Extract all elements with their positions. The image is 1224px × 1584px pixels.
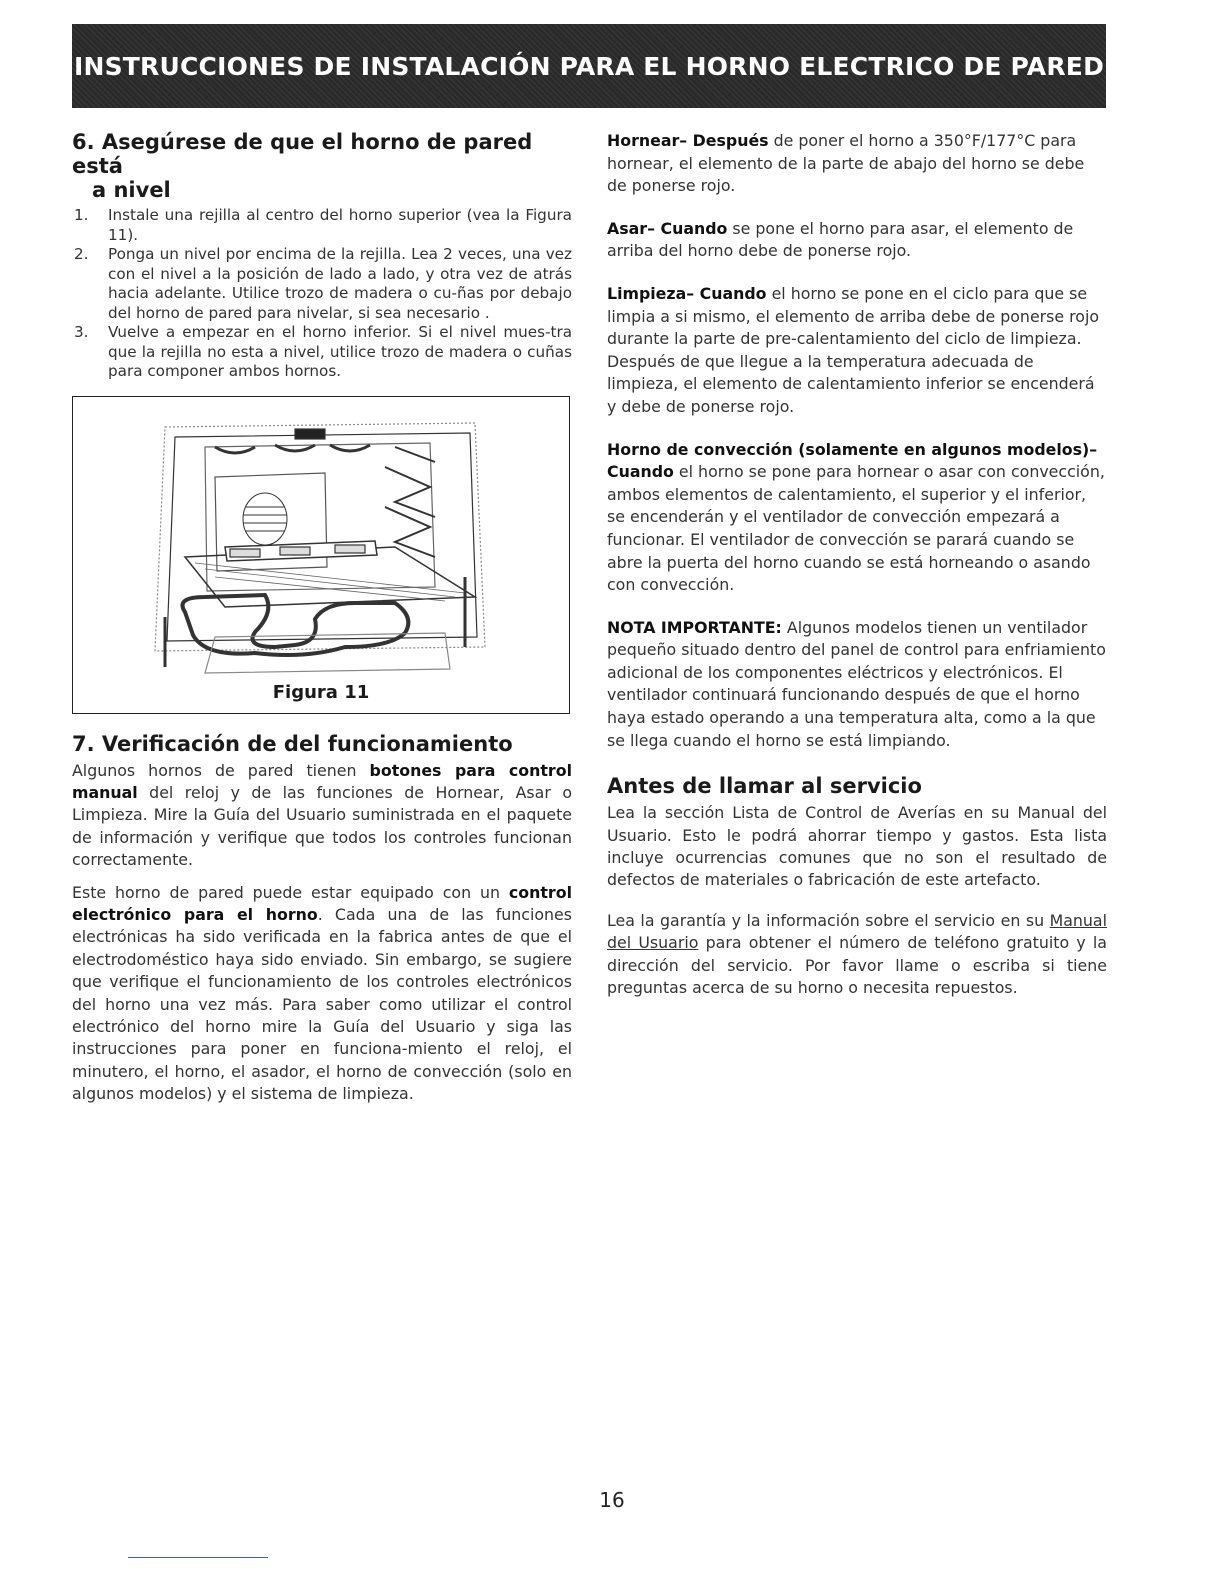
step-number: 1. [74, 206, 89, 224]
manual-usuario-text: Manual del Usuario [607, 910, 1107, 953]
bold-text: Hornear– Después [607, 131, 769, 150]
text-segment: Este horno de pared puede estar equipado con un [72, 882, 509, 902]
step-text: Ponga un nivel por encima de la rejilla. Lea 2 veces, una vez con el nivel a la posición de lado a lado, y otra vez de atrás hacia adelante. Utilice trozo de madera o cu-ñas por debajo del horno de pared para nivelar, si sea necesario . [108, 245, 572, 322]
section-6-title-line2: a nivel [92, 178, 171, 202]
limpieza-paragraph [607, 283, 1107, 419]
text-segment: Algunos modelos tienen un ventilador pequeño situado dentro del panel de control para enfriamiento adicional de los componentes eléctricos y electrónicos. El ventilador continuará funcionando después de que el horno haya estado operando a una temperatura alta, como a la que se llega cuando el horno se está limpiando. [607, 617, 1106, 750]
bold-text: Limpieza– Cuando [607, 283, 767, 303]
right-column [607, 130, 1107, 1000]
conveccion-paragraph [607, 439, 1107, 597]
bold-text: botones para control manual [72, 760, 572, 802]
bold-text: NOTA IMPORTANTE: [607, 617, 782, 637]
step-number: 3. [74, 323, 89, 341]
bold-text: Asar– Cuando [607, 218, 728, 238]
oven-illustration [145, 407, 495, 677]
list-item [72, 245, 572, 323]
section-6-title-line1: 6. Asegúrese de que el horno de pared está [72, 130, 533, 178]
header-banner [72, 24, 1106, 108]
hornear-paragraph [607, 130, 1107, 198]
antes-heading: Antes de llamar al servicio [607, 774, 922, 799]
step-text: Vuelve a empezar en el horno inferior. Si el nivel mues-tra que la rejilla no esta a nivel, utilice trozo de madera o cuñas para componer ambos hornos. [108, 323, 572, 380]
antes-paragraph-2 [607, 910, 1107, 1000]
text-segment: se pone el horno para asar, el elemento de arriba del horno debe de ponerse rojo. [607, 218, 1074, 261]
list-item [72, 323, 572, 382]
figure-11 [72, 396, 570, 714]
section-7-paragraph-2 [72, 882, 572, 1106]
antes-paragraph-1: Lea la sección Lista de Control de Averías en su Manual del Usuario. Esto le podrá ahorrar tiempo y gastos. Esta lista incluye ocurrencias comunes que no son el resultado de defectos de materiales o fabricación de este artefacto. [607, 803, 1107, 890]
text-segment: Lea la garantía y la información sobre el servicio en su [607, 910, 1050, 930]
text-segment: de poner el horno a 350°F/177°C para hornear, el elemento de la parte de abajo del horno se debe de ponerse rojo. [607, 131, 1085, 196]
section-6-heading [72, 130, 572, 202]
bold-text: Horno de convección (solamente en algunos modelos)– Cuando [607, 439, 1098, 482]
left-column [72, 130, 572, 1106]
bold-text: control electrónico para el horno [72, 882, 572, 924]
section-7-paragraph-1 [72, 760, 572, 872]
list-item [72, 206, 572, 245]
text-segment: del reloj y de las funciones de Hornear, Asar o Limpieza. Mire la Guía del Usuario suministrada en el paquete de información y verifique que todos los controles funcionan correctamente. [72, 782, 572, 870]
nota-importante-paragraph [607, 617, 1107, 753]
leveling-steps [72, 206, 572, 382]
figure-caption: Figura 11 [272, 681, 370, 703]
step-number: 2. [74, 245, 89, 263]
text-segment: para obtener el número de teléfono gratuito y la dirección del servicio. Por favor llame o escriba si tiene preguntas acerca de su horno o necesita repuestos. [607, 933, 1107, 998]
page-title: INSTRUCCIONES DE INSTALACIÓN PARA EL HORNO ELECTRICO DE PARED [73, 51, 1105, 81]
section-7-heading: 7. Verificación de del funcionamiento [72, 731, 513, 756]
text-segment: el horno se pone en el ciclo para que se limpia a si mismo, el elemento de arriba debe de ponerse rojo durante la parte de pre-calentamiento del ciclo de limpieza. Después de que llegue a la temperatura adecuada de limpieza, el elemento de calentamiento inferior se encenderá y debe de ponerse rojo. [607, 283, 1099, 416]
asar-paragraph [607, 218, 1107, 263]
text-segment: el horno se pone para hornear o asar con convección, ambos elementos de calentamiento, el superior y el inferior, se encenderán y el ventilador de convección empezará a funcionar. El ventilador de convección se parará cuando se abre la puerta del horno cuando se está horneando o asando con convección. [607, 462, 1105, 595]
text-segment: . Cada una de las funciones electrónicas ha sido verificada en la fabrica antes de que el electrodoméstico haya sido enviado. Sin embargo, se sugiere que verifique el funcionamiento de los controles electrónicos del horno una vez más. Para saber como utilizar el control electrónico del horno mire la Guía del Usuario y siga las instrucciones para poner en funciona-miento el reloj, el minutero, el horno, el asador, el horno de convección (solo en algunos modelos) y el sistema de limpieza. [72, 904, 572, 1104]
text-segment: Algunos hornos de pared tienen [72, 760, 370, 780]
step-text: Instale una rejilla al centro del horno superior (vea la Figura 11). [108, 206, 572, 244]
page-number: 16 [599, 1488, 625, 1512]
footer-divider [128, 1557, 268, 1558]
